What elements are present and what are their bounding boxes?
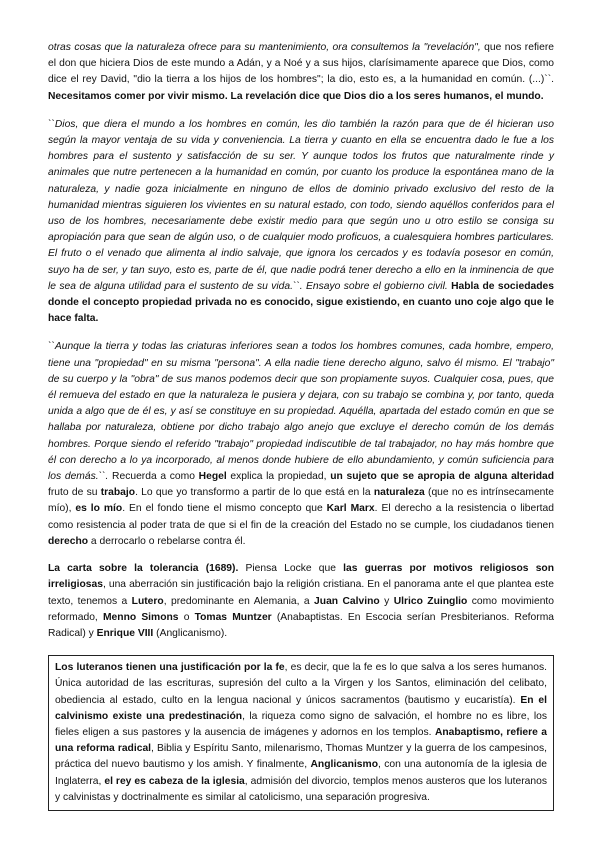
- paragraph-tolerance-letter: La carta sobre la tolerancia (1689). Piensa Locke que las guerras por motivos religiosos son irreligiosas, una aberración sin justificación bajo la religión cristiana. En el panorama ante el que plantea este texto, tenemos a Lutero, predominante en Alemania, a Juan Calvino y Ulrico Zuinglio como movimiento reformado, Menno Simons o Tomas Muntzer (Anabaptistas. En Escocia serían Presbiterianos. Reforma Radical) y Enrique VIII (Anglicanismo).: [48, 563, 555, 639]
- paragraph-quote-civil-government: ``Dios, que diera el mundo a los hombres en común, les dio también la razón para que de él hicieran uso según la mayor ventaja de su vida y conveniencia. La tierra y cuanto en ella se encuentra dado le fue a los hombres para el sustento y satisfacción de su ser. Y aunque todos los frutos que naturalmente rinde y animales que nutre pertenecen a la humanidad en común, por cuanto los produce la espontánea mano de la naturaleza, y nadie goza inicialmente en ninguno de ellos de dominio privado exclusivo del resto de la humanidad mientras siguieren los vivientes en su natural estado, con todo, siendo aquéllos conferidos para el uso de los hombres, necesariamente debe existir medio para que según uno u otro estilo se consiga su apropiación para que sean de algún uso, o de cualquier modo proficuos, a cualesquiera hombres particulares. El fruto o el venado que alimenta al indio salvaje, que ignora los cercados y es todavía posesor en común, suyo ha de ser, y tan suyo, esto es, parte de él, que nadie podrá tener derecho a ello en la inminencia de que le sea de alguna utilidad para el sustento de su vida.``. Ensayo sobre el gobierno civil. Habla de sociedades donde el concepto propiedad privada no es conocido, sigue existiendo, en cuanto uno coje algo que le hace falta.: [48, 118, 554, 325]
- paragraph-revelation: otras cosas que la naturaleza ofrece para su mantenimiento, ora consultemos la "revelación", que nos refiere el don que hiciera Dios de este mundo a Adán, y a Noé y a sus hijos, clarísimamente aparece que Dios, como dice el rey David, "dio la tierra a los hijos de los hombres"; la dio, esto es, a la humanidad en común. (...)``. Necesitamos comer por vivir mismo. La revelación dice que Dios dio a los seres humanos, el mundo.: [48, 42, 554, 102]
- document-page: [48, 40, 554, 811]
- paragraph-property-labour: ``Aunque la tierra y todas las criaturas inferiores sean a todos los hombres comunes, cada hombre, empero, tiene una "propiedad" en su misma "persona". A ella nadie tiene derecho alguno, salvo él mismo. El "trabajo" de su cuerpo y la "obra" de sus manos podemos decir que son propiamente suyos. Cualquier cosa, pues, que él remueva del estado en que la naturaleza le pusiera y dejara, con su trabajo se combina y, por tanto, queda unida a algo que de él es, y así se constituye en su propiedad. Aquélla, apartada del estado común en que se hallaba por naturaleza, obtiene por dicho trabajo algo anejo que excluye el derecho común de los demás hombres. Porque siendo el referido "trabajo" propiedad indiscutible de tal trabajador, no hay más hombre que él con derecho a lo ya incorporado, al menos donde hubiere de ello abundamiento, y común suficiencia para los demás.``. Recuerda a como Hegel explica la propiedad, un sujeto que se apropia de alguna alteridad fruto de su trabajo. Lo que yo transformo a partir de lo que está en la naturaleza (que no es intrínsecamente mío), es lo mío. En el fondo tiene el mismo concepto que Karl Marx. El derecho a la resistencia o libertad como resistencia al poder trata de que si el fin de la creación del Estado no se cumple, los ciudadanos tienen derecho a derrocarlo o rebelarse contra él.: [48, 341, 554, 547]
- reformation-summary-text: Los luteranos tienen una justificación por la fe, es decir, que la fe es lo que salva a los seres humanos. Única autoridad de las escrituras, supresión del culto a la Virgen y los Santos, eliminación del celibato, obediencia al estado, culto en la lengua nacional y únicos sacramentos (bautismo y eucaristía). En el calvinismo existe una predestinación, la riqueza como signo de salvación, el hombre no es libre, los fieles eligen a sus pastores y la ausencia de imágenes y adornos en los templos. Anabaptismo, refiere a una reforma radical, Biblia y Espíritu Santo, milenarismo, Thomas Muntzer y la guerra de los campesinos, práctica del nuevo bautismo y los amish. Y finalmente, Anglicanismo, con una autonomía de la iglesia de Inglaterra, el rey es cabeza de la iglesia, admisión del divorcio, templos menos austeros que los luteranos y calvinistas y doctrinalmente es similar al catolicismo, una separación progresiva.: [55, 662, 548, 803]
- reformation-summary-box: [48, 655, 554, 811]
